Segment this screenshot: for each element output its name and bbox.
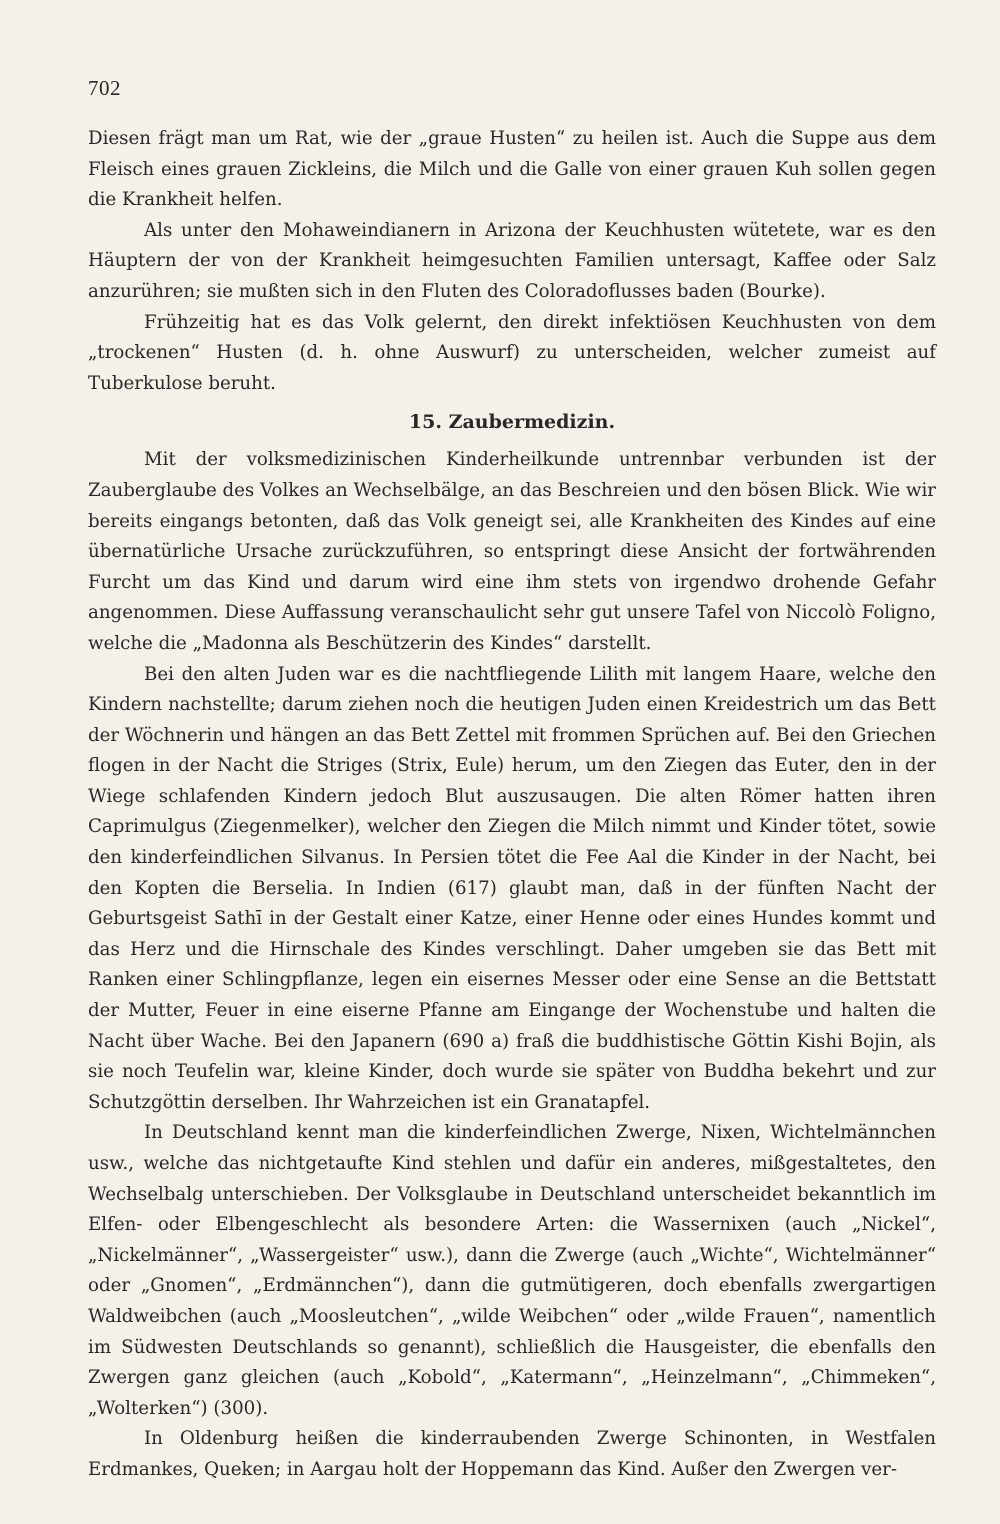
- page-number: 702: [88, 76, 121, 100]
- paragraph: In Deutschland kennt man die kinderfeindlichen Zwerge, Nixen, Wichtelmännchen usw., welche das nichtgetaufte Kind stehlen und dafür ein anderes, mißgestaltetes, den Wechselbalg unterschieben. Der Volksglaube in Deutschland unterscheidet bekanntlich im Elfen- oder Elbengeschlecht als besondere Arten: die Wassernixen (auch „Nickel“, „Nickelmänner“, „Wassergeister“ usw.), dann die Zwerge (auch „Wichte“, Wichtelmänner“ oder „Gnomen“, „Erdmännchen“), dann die gutmütigeren, doch ebenfalls zwergartigen Waldweibchen (auch „Moosleutchen“, „wilde Weibchen“ oder „wilde Frauen“, namentlich im Südwesten Deutschlands so genannt), schließlich die Hausgeister, die ebenfalls den Zwergen ganz gleichen (auch „Kobold“, „Katermann“, „Heinzelmann“, „Chimmeken“, „Wolterken“) (300).: [88, 1122, 936, 1419]
- paragraph: Mit der volksmedizinischen Kinderheilkunde untrennbar verbunden ist der Zauberglaube des Volkes an Wechselbälge, an das Beschreien und den bösen Blick. Wie wir bereits eingangs betonten, daß das Volk geneigt sei, alle Krankheiten des Kindes auf eine übernatürliche Ursache zurückzuführen, so entspringt diese Ansicht der fortwährenden Furcht um das Kind und darum wird eine ihm stets von irgendwo drohende Gefahr angenommen. Diese Auffassung veranschaulicht sehr gut unsere Tafel von Niccolò Foligno, welche die „Madonna als Beschützerin des Kindes“ darstellt.: [88, 449, 936, 654]
- paragraph: Bei den alten Juden war es die nachtfliegende Lilith mit langem Haare, welche den Kindern nachstellte; darum ziehen noch die heutigen Juden einen Kreidestrich um das Bett der Wöchnerin und hängen an das Bett Zettel mit frommen Sprüchen auf. Bei den Griechen flogen in der Nacht die Striges (Strix, Eule) herum, um den Ziegen das Euter, den in der Wiege schlafenden Kindern jedoch Blut auszusaugen. Die alten Römer hatten ihren Caprimulgus (Ziegenmelker), welcher den Ziegen die Milch nimmt und Kinder tötet, sowie den kinderfeindlichen Silvanus. In Persien tötet die Fee Aal die Kinder in der Nacht, bei den Kopten die Berselia. In Indien (617) glaubt man, daß in der fünften Nacht der Geburtsgeist Sathī in der Gestalt einer Katze, einer Henne oder eines Hundes kommt und das Herz und die Hirnschale des Kindes verschlingt. Daher umgeben sie das Bett mit Ranken einer Schlingpflanze, legen ein eisernes Messer oder eine Sense an die Bettstatt der Mutter, Feuer in eine eiserne Pfanne am Eingange der Wochenstube und halten die Nacht über Wache. Bei den Japanern (690 a) fraß die buddhistische Göttin Kishi Bojin, als sie noch Teufelin war, kleine Kinder, doch wurde sie später von Buddha bekehrt und zur Schutzgöttin derselben. Ihr Wahrzeichen ist ein Granatapfel.: [88, 663, 936, 1113]
- paragraph: In Oldenburg heißen die kinderraubenden Zwerge Schinonten, in Westfalen Erdmankes, Queken; in Aargau holt der Hoppemann das Kind. Außer den Zwergen ver-: [88, 1428, 936, 1480]
- paragraph: Diesen frägt man um Rat, wie der „graue Husten“ zu heilen ist. Auch die Suppe aus dem Fleisch eines grauen Zickleins, die Milch und die Galle von einer grauen Kuh sollen gegen die Krankheit helfen.: [88, 128, 936, 211]
- body-text: [88, 124, 936, 1486]
- paragraph: Frühzeitig hat es das Volk gelernt, den direkt infektiösen Keuchhusten von dem „trockenen“ Husten (d. h. ohne Auswurf) zu unterscheiden, welcher zumeist auf Tuberkulose beruht.: [88, 311, 936, 394]
- paragraph: Als unter den Mohaweindianern in Arizona der Keuchhusten wütetete, war es den Häuptern der von der Krankheit heimgesuchten Familien untersagt, Kaffee oder Salz anzurühren; sie mußten sich in den Fluten des Coloradoflusses baden (Bourke).: [88, 219, 936, 302]
- section-heading: 15. Zaubermedizin.: [408, 411, 616, 434]
